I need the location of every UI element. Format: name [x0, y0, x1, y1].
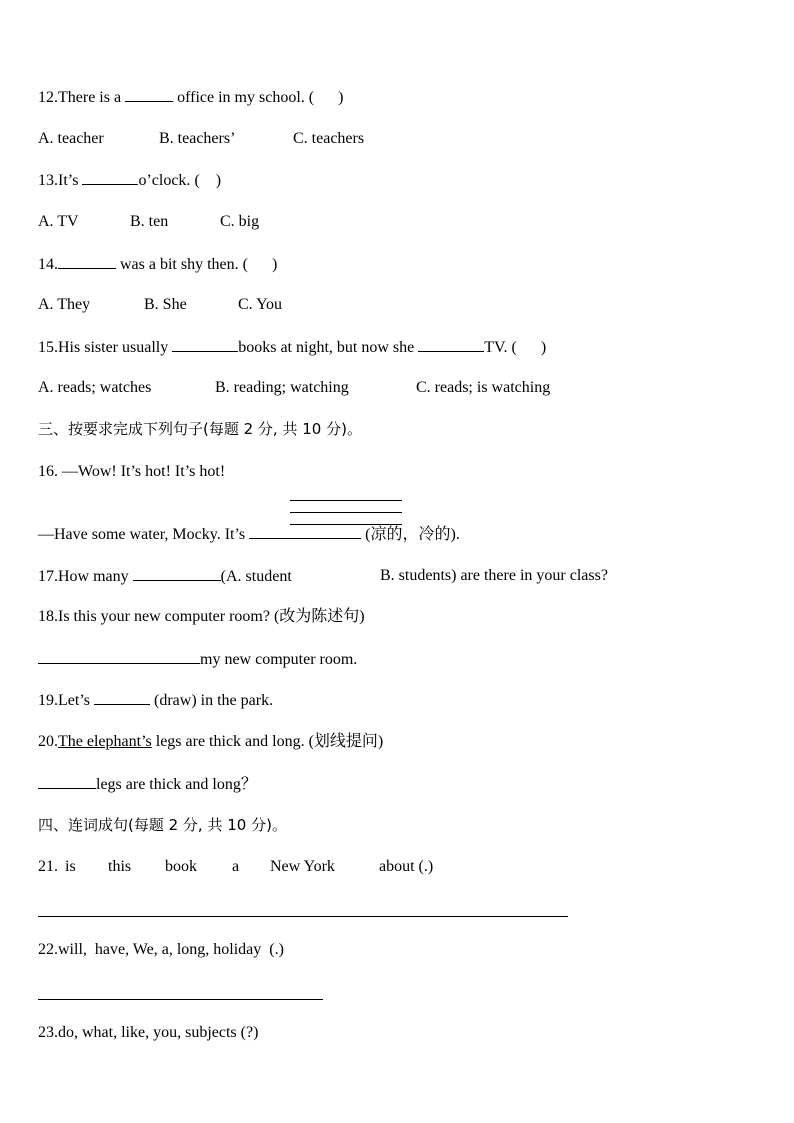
word: a: [232, 858, 240, 875]
question-text: will, have, We, a, long, holiday (.): [58, 941, 284, 958]
question-23: [38, 1023, 258, 1043]
question-text: How many: [58, 568, 129, 585]
question-19: [38, 690, 273, 711]
underlined-phrase: The elephant’s: [58, 733, 152, 750]
answer-blank[interactable]: [133, 566, 221, 581]
option-a[interactable]: A. They: [38, 296, 91, 313]
answer-blank[interactable]: [172, 337, 238, 352]
answer-paren[interactable]: ( ): [308, 89, 344, 106]
question-text: office in my school.: [177, 89, 305, 106]
answer-blank[interactable]: [38, 649, 200, 664]
answer-blank[interactable]: [82, 170, 138, 185]
question-number: 19.: [38, 692, 58, 709]
option-a[interactable]: A. reads; watches: [38, 379, 152, 396]
question-text: was a bit shy then.: [120, 256, 239, 273]
question-text: —Wow! It’s hot! It’s hot!: [62, 463, 226, 480]
question-number: 13.: [38, 172, 58, 189]
option-c[interactable]: C. reads; is watching: [416, 379, 551, 396]
question-12: [38, 87, 343, 108]
section-heading-4: 四、连词成句(每题 2 分, 共 10 分)。: [38, 816, 287, 834]
question-13: [38, 170, 221, 191]
option-b-text: B. students) are there in your class?: [380, 567, 608, 584]
answer-rule: [290, 500, 402, 501]
question-number: 14.: [38, 256, 58, 273]
question-number: 17.: [38, 568, 58, 585]
question-number: 15.: [38, 339, 58, 356]
question-22: [38, 940, 284, 960]
question-text: o’clock.: [138, 172, 191, 189]
answer-line[interactable]: [38, 999, 323, 1000]
question-number: 23.: [38, 1024, 58, 1041]
question-18: [38, 607, 365, 627]
answer-blank[interactable]: [125, 87, 173, 102]
question-text: (draw) in the park.: [154, 692, 274, 709]
question-number: 20.: [38, 733, 58, 750]
word: is: [65, 858, 76, 875]
question-14: [38, 254, 277, 275]
option-c[interactable]: C. big: [220, 213, 260, 230]
word: about (.): [379, 858, 434, 875]
question-text: TV.: [484, 339, 508, 356]
question-text: Let’s: [58, 692, 90, 709]
word: book: [165, 858, 197, 875]
question-text: There is a: [58, 89, 122, 106]
answer-rule: [290, 512, 402, 513]
option-c[interactable]: C. You: [238, 296, 283, 313]
answer-paren[interactable]: ( ): [194, 172, 222, 189]
answer-text: my new computer room.: [200, 651, 358, 668]
question-20: [38, 732, 383, 752]
question-text: Is this your new computer room? (改为陈述句): [58, 608, 365, 625]
option-c[interactable]: C. teachers: [293, 130, 365, 147]
option-a: (A. student: [220, 568, 292, 585]
question-15: [38, 337, 546, 358]
answer-blank[interactable]: [418, 337, 484, 352]
question-number: 12.: [38, 89, 58, 106]
question-text: His sister usually: [58, 339, 169, 356]
question-text: It’s: [58, 172, 79, 189]
question-number: 21.: [38, 858, 58, 875]
question-text: do, what, like, you, subjects (?): [58, 1024, 259, 1041]
option-a[interactable]: A. TV: [38, 213, 79, 230]
question-16-response: [38, 524, 460, 545]
question-16: [38, 462, 225, 482]
answer-text: legs are thick and long？: [96, 776, 257, 793]
answer-paren[interactable]: ( ): [242, 256, 278, 273]
word: New York: [270, 858, 335, 875]
answer-paren[interactable]: ( ): [511, 339, 547, 356]
option-b[interactable]: B. She: [144, 296, 187, 313]
question-text: books at night, but now she: [238, 339, 415, 356]
question-20-answer: [38, 774, 257, 795]
question-text: legs are thick and long. (划线提问): [155, 733, 384, 750]
question-number: 16.: [38, 463, 62, 480]
hint-text: (凉的，冷的).: [365, 526, 460, 543]
question-number: 22.: [38, 941, 58, 958]
answer-blank[interactable]: [38, 774, 96, 789]
question-21: [38, 857, 58, 877]
question-text: —Have some water, Mocky. It’s: [38, 526, 246, 543]
answer-line[interactable]: [38, 916, 568, 917]
question-18-answer: [38, 649, 357, 670]
word: this: [108, 858, 132, 875]
option-a[interactable]: A. teacher: [38, 130, 104, 147]
option-b[interactable]: B. reading; watching: [215, 379, 349, 396]
answer-blank[interactable]: [94, 690, 150, 705]
question-17: [38, 566, 292, 587]
option-b[interactable]: B. ten: [130, 213, 169, 230]
answer-blank[interactable]: [58, 254, 116, 269]
answer-blank[interactable]: [249, 524, 361, 539]
question-number: 18.: [38, 608, 58, 625]
section-heading-3: 三、按要求完成下列句子(每题 2 分, 共 10 分)。: [38, 420, 362, 438]
option-b[interactable]: B. teachers’: [159, 130, 236, 147]
